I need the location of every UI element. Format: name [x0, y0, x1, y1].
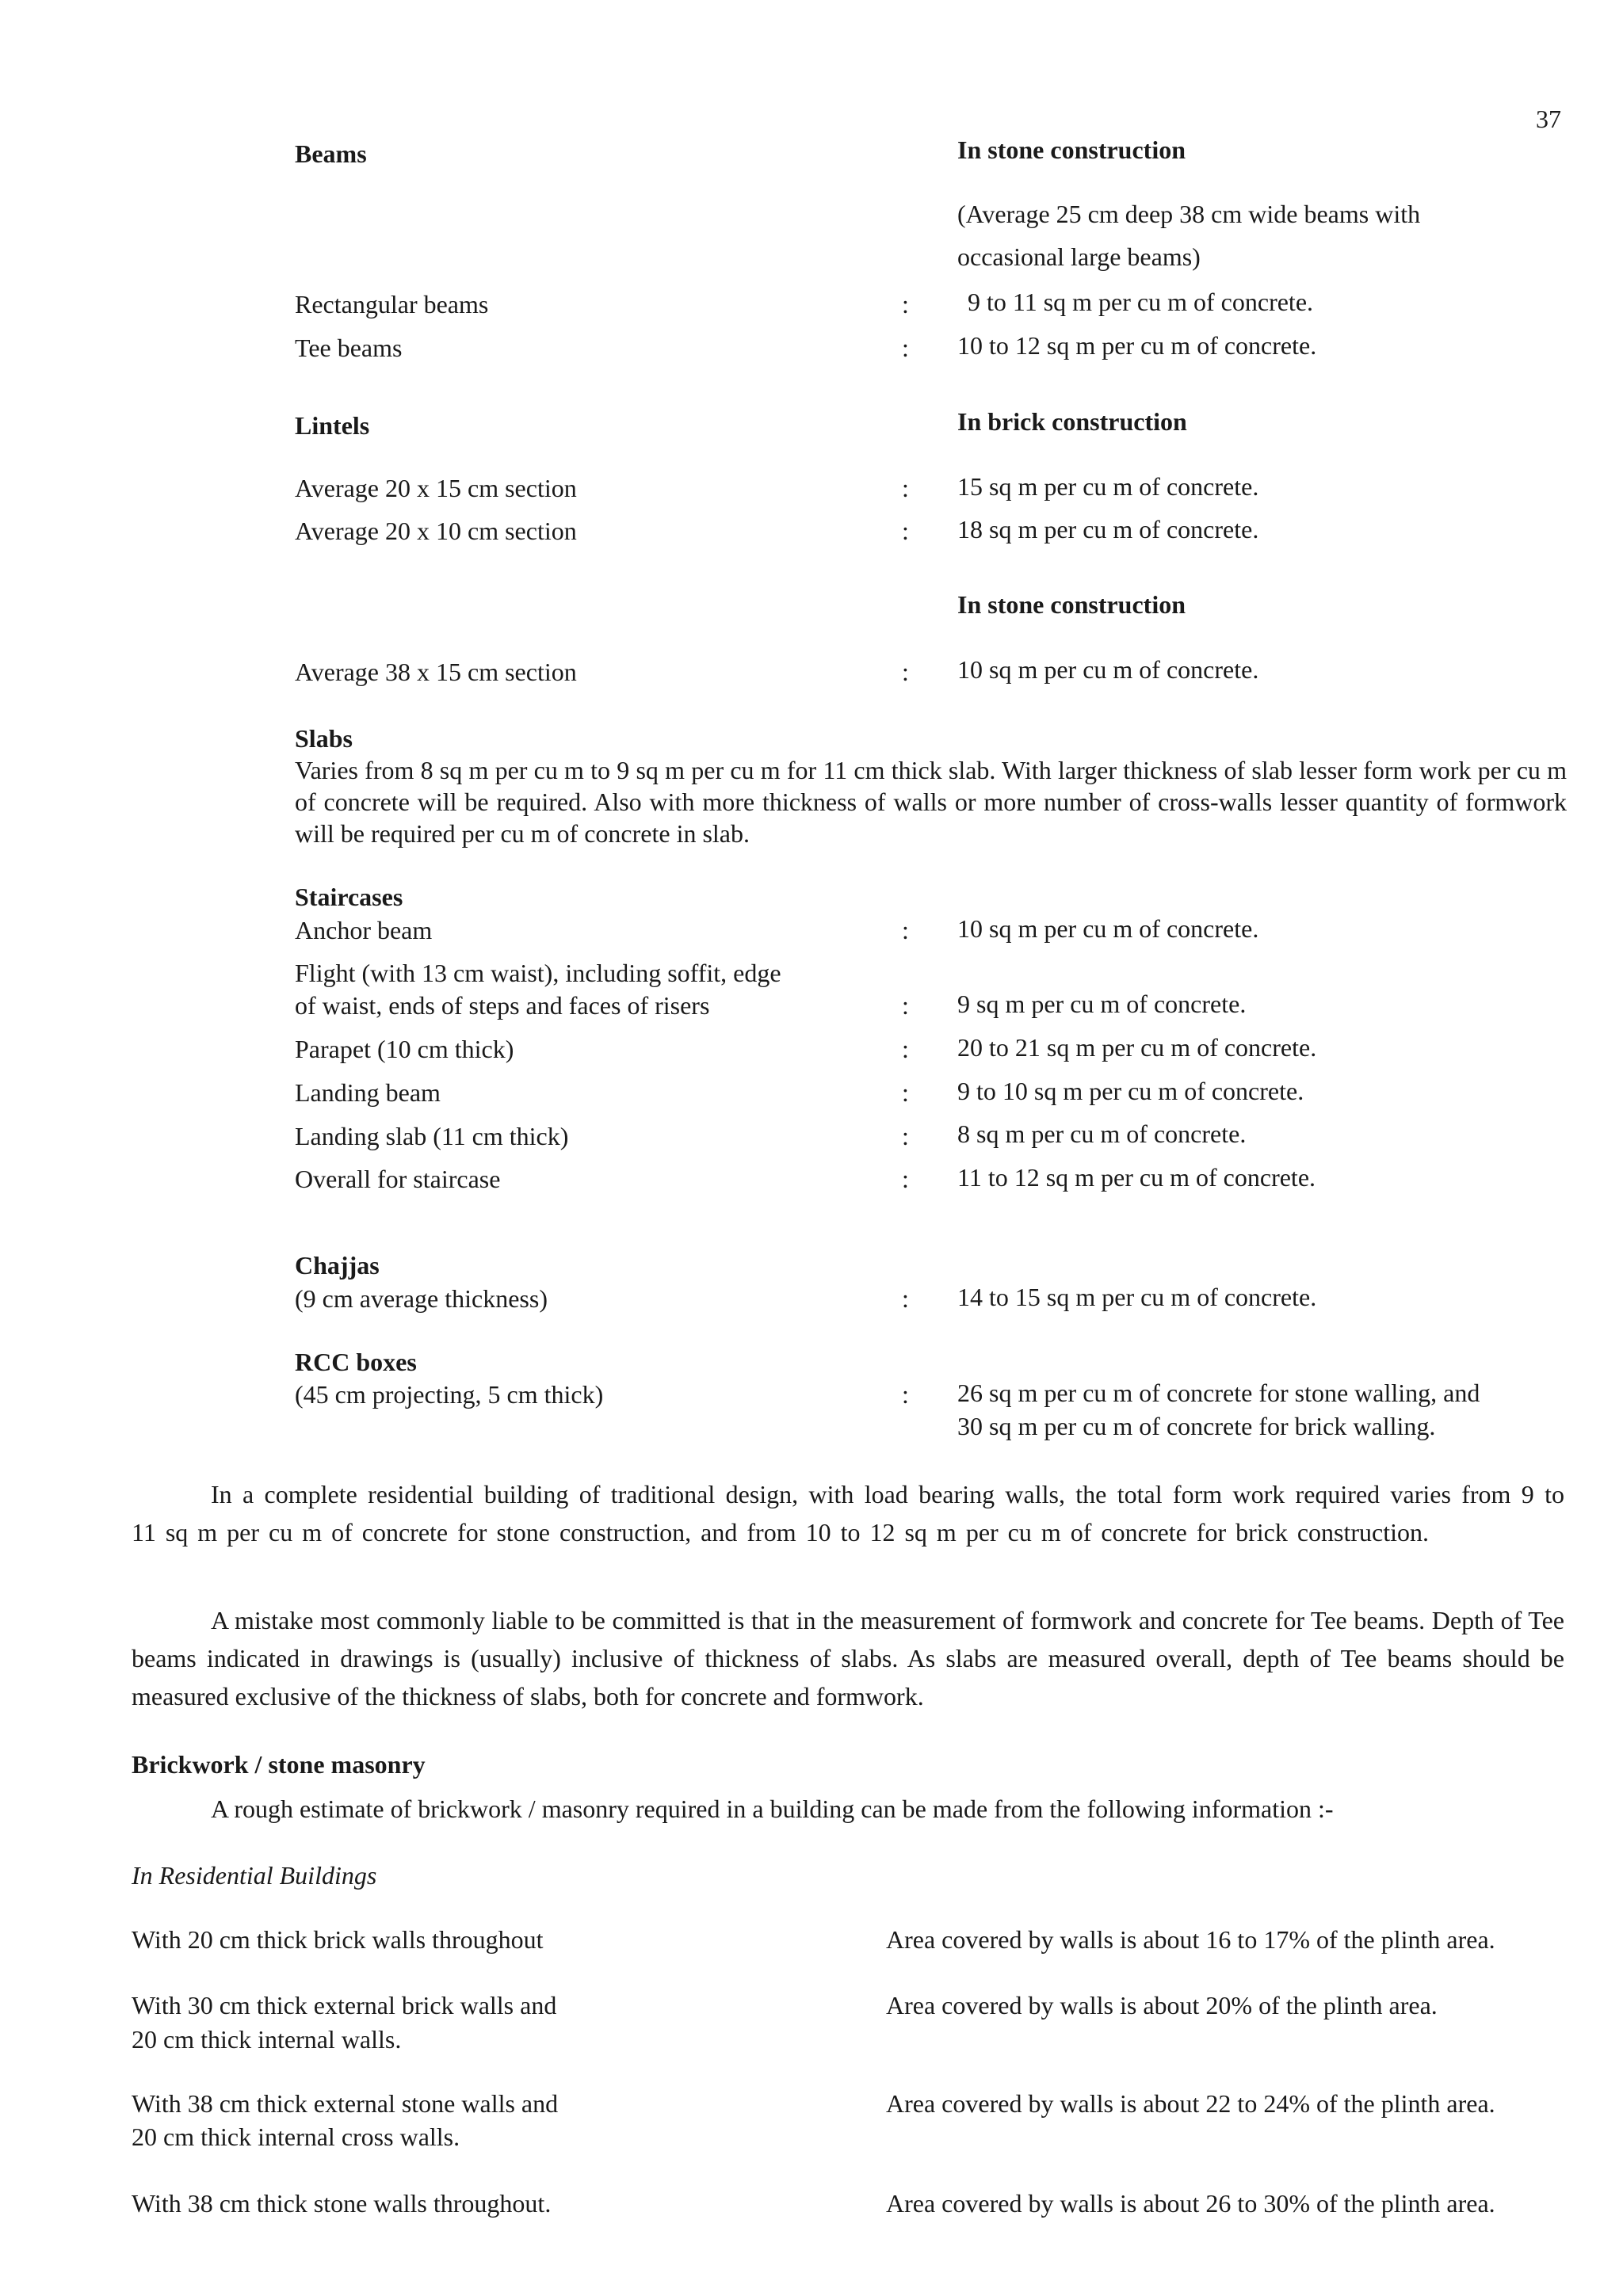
rcc-boxes-value-line1: 26 sq m per cu m of concrete for stone walling, and [957, 1379, 1480, 1407]
beams-subheading: In stone construction [957, 135, 1186, 164]
lintels-row-colon: : [902, 474, 909, 502]
staircases-row-value: 9 sq m per cu m of concrete. [957, 990, 1247, 1018]
beams-note-line2: occasional large beams) [957, 242, 1201, 271]
brickwork-heading: Brickwork / stone masonry [132, 1750, 426, 1779]
lintels-row-label: Average 20 x 15 cm section [295, 474, 577, 502]
lintels-row-value: 18 sq m per cu m of concrete. [957, 515, 1259, 543]
staircases-row-label: Parapet (10 cm thick) [295, 1035, 514, 1063]
staircases-row-colon: : [902, 1165, 909, 1193]
beams-heading: Beams [295, 139, 367, 168]
staircases-row-colon: : [902, 1078, 909, 1107]
lintels-row-value: 10 sq m per cu m of concrete. [957, 655, 1259, 684]
wall-row-right: Area covered by walls is about 22 to 24% of the plinth area. [886, 2089, 1495, 2118]
rcc-boxes-heading: RCC boxes [295, 1348, 417, 1376]
page-number: 37 [1536, 105, 1561, 133]
wall-row-right: Area covered by walls is about 20% of the plinth area. [886, 1991, 1438, 2019]
wall-row-left: With 20 cm thick brick walls throughout [132, 1925, 544, 1954]
staircases-heading: Staircases [295, 883, 403, 911]
lintels-row-colon: : [902, 517, 909, 545]
lintels-subheading-brick: In brick construction [957, 407, 1187, 436]
lintels-row-label: Average 38 x 15 cm section [295, 658, 577, 686]
staircases-row-colon: : [902, 1122, 909, 1150]
wall-row-right: Area covered by walls is about 26 to 30% of the plinth area. [886, 2189, 1495, 2218]
staircases-row-label: Landing beam [295, 1078, 441, 1107]
chajjas-heading: Chajjas [295, 1251, 380, 1280]
rcc-boxes-label: (45 cm projecting, 5 cm thick) [295, 1380, 604, 1409]
staircases-row-label: Landing slab (11 cm thick) [295, 1122, 569, 1150]
paragraph-formwork-total: In a complete residential building of traditional design, with load bearing walls, the total form work required varies from 9 to 11 sq m per cu m of concrete for stone construction, and from 10 to 12 sq m per cu m of concrete for brick construction. [132, 1480, 1564, 1547]
wall-row-left: With 38 cm thick stone walls throughout. [132, 2189, 552, 2218]
beams-row-label: Tee beams [295, 334, 403, 362]
slabs-heading: Slabs [295, 724, 353, 753]
staircases-row-value: 8 sq m per cu m of concrete. [957, 1119, 1247, 1148]
lintels-subheading-stone: In stone construction [957, 590, 1186, 619]
lintels-row-value: 15 sq m per cu m of concrete. [957, 472, 1259, 501]
wall-row-right: Area covered by walls is about 16 to 17% of the plinth area. [886, 1925, 1495, 1954]
staircases-row-value: 10 sq m per cu m of concrete. [957, 914, 1259, 943]
wall-row-left-continued: 20 cm thick internal walls. [132, 2025, 402, 2054]
rcc-boxes-colon: : [902, 1380, 909, 1409]
chajjas-value: 14 to 15 sq m per cu m of concrete. [957, 1283, 1317, 1311]
brickwork-intro: A rough estimate of brickwork / masonry required in a building can be made from the following information :- [211, 1794, 1334, 1823]
rcc-boxes-value-line2: 30 sq m per cu m of concrete for brick walling. [957, 1412, 1436, 1440]
paragraph-tee-beams-mistake: A mistake most commonly liable to be committed is that in the measurement of formwork and concrete for Tee beams. Depth of Tee beams indicated in drawings is (usually) inclusive of thickness of slabs. As slabs are measured overall, depth of Tee beams should be measured exclusive of the thickness of slabs, both for concrete and formwork. [132, 1606, 1564, 1711]
staircases-row-label: Anchor beam [295, 916, 433, 944]
staircases-row-value: 11 to 12 sq m per cu m of concrete. [957, 1163, 1316, 1192]
chajjas-colon: : [902, 1284, 909, 1313]
staircases-row-label: Overall for staircase [295, 1165, 501, 1193]
slabs-text: Varies from 8 sq m per cu m to 9 sq m per cu m for 11 cm thick slab. With larger thickness of slab lesser form work per cu m of concrete will be required. Also with more thickness of walls or more number of cross-walls lesser quantity of formwork will be required per cu m of concrete in slab. [295, 756, 1567, 848]
beams-row-value: 10 to 12 sq m per cu m of concrete. [957, 331, 1317, 360]
wall-row-left: With 30 cm thick external brick walls and [132, 1991, 557, 2019]
beams-row-value: 9 to 11 sq m per cu m of concrete. [968, 288, 1314, 316]
lintels-heading: Lintels [295, 411, 370, 440]
staircases-row-value: 9 to 10 sq m per cu m of concrete. [957, 1077, 1304, 1105]
lintels-row-colon: : [902, 658, 909, 686]
wall-row-left: With 38 cm thick external stone walls and [132, 2089, 559, 2118]
staircases-row-label: Flight (with 13 cm waist), including soffit, edge [295, 959, 781, 987]
lintels-row-label: Average 20 x 10 cm section [295, 517, 577, 545]
staircases-row-label-continued: of waist, ends of steps and faces of risers [295, 991, 710, 1020]
beams-row-colon: : [902, 334, 909, 362]
staircases-row-colon: : [902, 991, 909, 1020]
residential-buildings-subheading: In Residential Buildings [132, 1861, 377, 1890]
beams-row-label: Rectangular beams [295, 290, 489, 318]
staircases-row-colon: : [902, 916, 909, 944]
staircases-row-value: 20 to 21 sq m per cu m of concrete. [957, 1033, 1317, 1062]
chajjas-label: (9 cm average thickness) [295, 1284, 548, 1313]
staircases-row-colon: : [902, 1035, 909, 1063]
beams-row-colon: : [902, 290, 909, 318]
beams-note-line1: (Average 25 cm deep 38 cm wide beams with [957, 200, 1421, 228]
wall-row-left-continued: 20 cm thick internal cross walls. [132, 2122, 460, 2151]
